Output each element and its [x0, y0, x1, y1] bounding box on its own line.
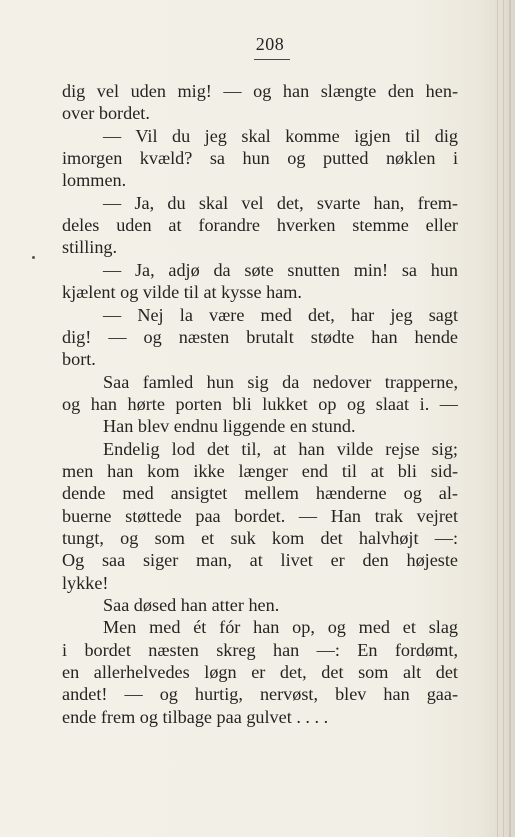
text-line: Saa famled hun sig da nedover trapperne,	[103, 371, 458, 392]
text-line: Saa døsed han atter hen.	[103, 595, 280, 616]
text-line: tungt, og som et suk kom det halvhøjt —:	[62, 528, 458, 548]
text-line: — Ja, adjø da søte snutten min! sa hun	[103, 259, 458, 280]
text-line: Men med ét fór han op, og med et slag	[103, 617, 458, 638]
page-edge-shadow	[509, 0, 511, 837]
text-line: deles uden at forandre hverken stemme eller	[62, 215, 458, 236]
text-line: og han hørte porten bli lukket op og slaat i. —	[62, 393, 458, 414]
text-line: dende med ansigtet mellem hænderne og al-	[62, 483, 458, 504]
text-line: lykke!	[62, 572, 109, 593]
text-line: i bordet næsten skreg han —: En fordømt,	[62, 639, 458, 660]
text-line: Han blev endnu liggende en stund.	[103, 416, 356, 437]
text-line: — Nej la være med det, har jeg sagt	[103, 304, 458, 325]
text-line: dig vel uden mig! — og han slængte den hen-	[62, 81, 458, 101]
text-line: dig! — og næsten brutalt stødte han hende	[62, 326, 458, 347]
page-number: 208	[255, 34, 285, 54]
text-line: Og saa siger man, at livet er den højeste	[62, 550, 458, 571]
text-line: lommen.	[62, 170, 127, 191]
text-line: en allerhelvedes løgn er det, det som alt det	[62, 662, 458, 683]
page-edge-shadow	[497, 0, 498, 837]
text-line: — Ja, du skal vel det, svarte han, frem-	[103, 192, 458, 213]
text-line: — Vil du jeg skal komme igjen til dig	[103, 125, 458, 146]
text-line: ende frem og tilbage paa gulvet . . . .	[62, 706, 329, 727]
text-line: men han kom ikke længer end til at bli sid-	[62, 460, 458, 481]
text-line: kjælent og vilde til at kysse ham.	[62, 282, 302, 303]
text-line: Endelig lod det til, at han vilde rejse sig;	[103, 438, 458, 459]
text-line: stilling.	[62, 237, 118, 258]
margin-mark	[32, 256, 35, 259]
header-rule	[254, 59, 290, 60]
text-line: buerne støttede paa bordet. — Han trak vejret	[62, 505, 458, 526]
text-line: over bordet.	[62, 103, 150, 124]
page-edge-shadow	[503, 0, 504, 837]
text-line: bort.	[62, 349, 96, 370]
text-line: andet! — og hurtig, nervøst, blev han gaa-	[62, 684, 458, 705]
text-line: imorgen kvæld? sa hun og putted nøklen i	[62, 148, 458, 169]
